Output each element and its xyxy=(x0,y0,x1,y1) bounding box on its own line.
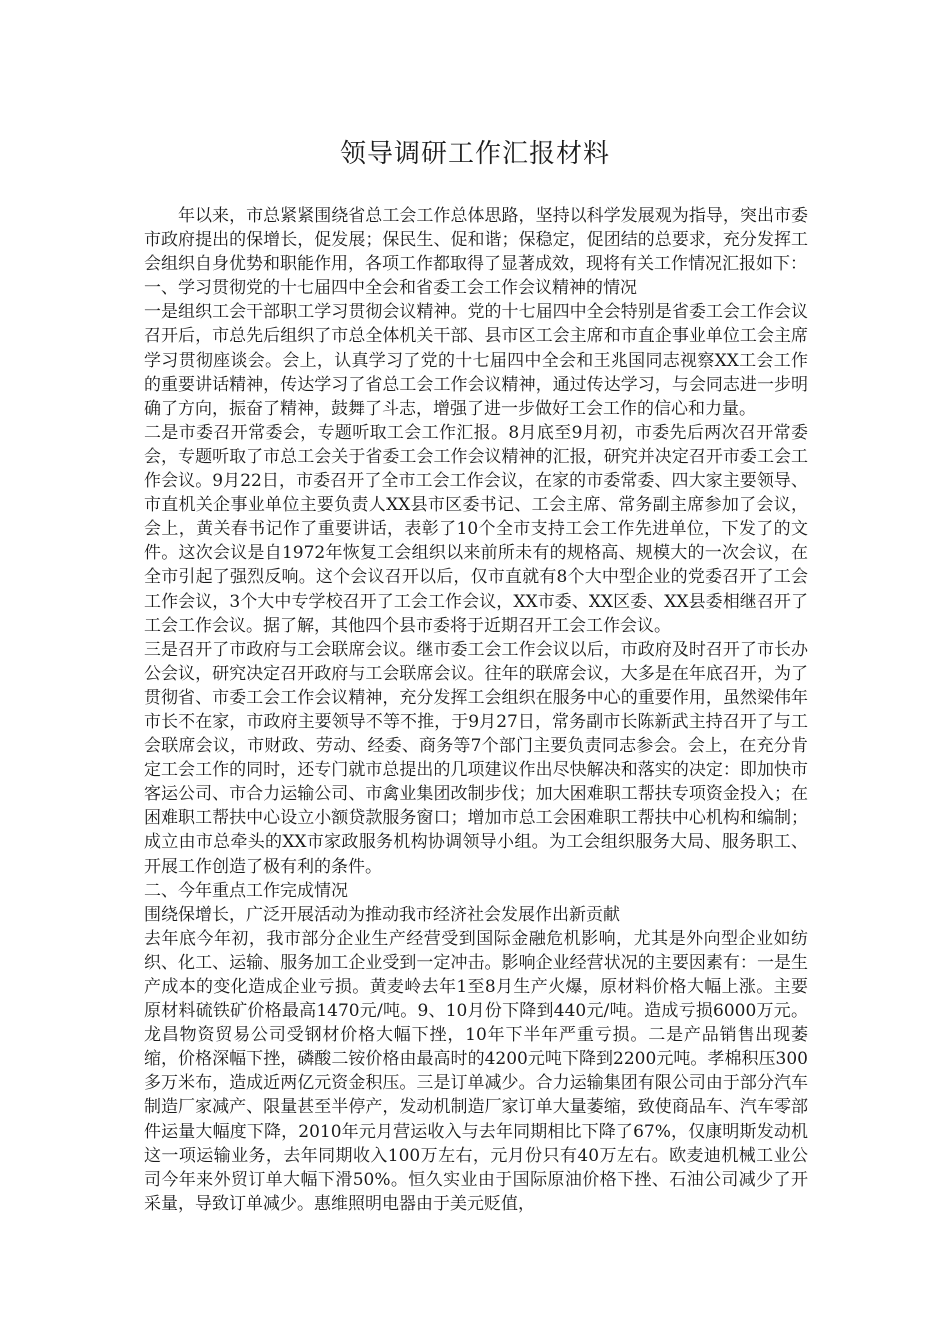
body-paragraph: 一是组织工会干部职工学习贯彻会议精神。党的十七届四中全会特别是省委工会工作会议召开后，市总先后组织了市总全体机关干部、县市区工会主席和市直企事业单位工会主席学习贯彻座谈会。会上，认真学习了党的十七届四中全会和王兆国同志视察XX工会工作的重要讲话精神，传达学习了省总工会工作会议精神，通过传达学习，与会同志进一步明确了方向，振奋了精神，鼓舞了斗志，增强了进一步做好工会工作的信心和力量。 xyxy=(144,302,808,419)
document-title: 领导调研工作汇报材料 xyxy=(339,139,610,169)
document-body xyxy=(144,204,808,1216)
section-heading-2: 二、今年重点工作完成情况 xyxy=(144,880,348,901)
body-paragraph: 三是召开了市政府与工会联席会议。继市委工会工作会议以后，市政府及时召开了市长办公会议，研究决定召开政府与工会联席会议。往年的联席会议，大多是在年底召开，为了贯彻省、市委工会工作会议精神，充分发挥工会组织在服务中心的重要作用，虽然梁伟年市长不在家，市政府主要领导不等不推，于9月27日，常务副市长陈新武主持召开了与工会联席会议，市财政、劳动、经委、商务等7个部门主要负责同志参会。会上，在充分肯定工会工作的同时，还专门就市总提出的几项建议作出尽快解决和落实的决定：即加快市客运公司、市合力运输公司、市禽业集团改制步伐；加大困难职工帮扶专项资金投入；在困难职工帮扶中心设立小额贷款服务窗口；增加市总工会困难职工帮扶中心机构和编制；成立由市总牵头的XX市家政服务机构协调领导小组。为工会组织服务大局、服务职工、开展工作创造了极有利的条件。 xyxy=(144,639,808,877)
intro-paragraph: 年以来，市总紧紧围绕省总工会工作总体思路，坚持以科学发展观为指导，突出市委市政府提出的保增长，促发展；保民生、促和谐；保稳定，促团结的总要求，充分发挥工会组织自身优势和职能作用，各项工作都取得了显著成效，现将有关工作情况汇报如下： xyxy=(144,206,808,275)
subheading: 围绕保增长，广泛开展活动为推动我市经济社会发展作出新贡献 xyxy=(144,904,620,925)
body-paragraph: 去年底今年初，我市部分企业生产经营受到国际金融危机影响，尤其是外向型企业如纺织、化工、运输、服务加工企业受到一定冲击。影响企业经营状况的主要因素有：一是生产成本的变化造成企业亏损。黄麦岭去年1至8月生产火爆，原材料价格大幅上涨。主要原材料硫铁矿价格最高1470元/吨。9、10月份下降到440元/吨。造成亏损6000万元。龙昌物资贸易公司受钢材价格大幅下挫，10年下半年严重亏损。二是产品销售出现萎缩，价格深幅下挫，磷酸二铵价格由最高时的4200元吨下降到2200元吨。孝棉积压300多万米布，造成近两亿元资金积压。三是订单减少。合力运输集团有限公司由于部分汽车制造厂家减产、限量甚至半停产，发动机制造厂家订单大量萎缩，致使商品车、汽车零部件运量大幅度下降，2010年元月营运收入与去年同期相比下降了67%，仅康明斯发动机这一项运输业务，去年同期收入100万左右，元月份只有40万左右。欧麦迪机械工业公司今年来外贸订单大幅下滑50%。恒久实业由于国际原油价格下挫、石油公司减少了开采量，导致订单减少。惠维照明电器由于美元贬值， xyxy=(144,928,808,1214)
section-heading-1: 一、学习贯彻党的十七届四中全会和省委工会工作会议精神的情况 xyxy=(144,278,637,299)
body-paragraph: 二是市委召开常委会，专题听取工会工作汇报。8月底至9月初，市委先后两次召开常委会，专题听取了市总工会关于省委工会工作会议精神的汇报，研究并决定召开市委工会工作会议。9月22日，市委召开了全市工会工作会议，在家的市委常委、四大家主要领导、市直机关企事业单位主要负责人XX县市区委书记、工会主席、常务副主席参加了会议，会上，黄关春书记作了重要讲话，表彰了10个全市支持工会工作先进单位，下发了的文件。这次会议是自1972年恢复工会组织以来前所未有的规格高、规模大的一次会议，在全市引起了强烈反响。这个会议召开以后，仅市直就有8个大中型企业的党委召开了工会工作会议，3个大中专学校召开了工会工作会议，XX市委、XX区委、XX县委相继召开了工会工作会议。据了解，其他四个县市委将于近期召开工会工作会议。 xyxy=(144,422,808,636)
